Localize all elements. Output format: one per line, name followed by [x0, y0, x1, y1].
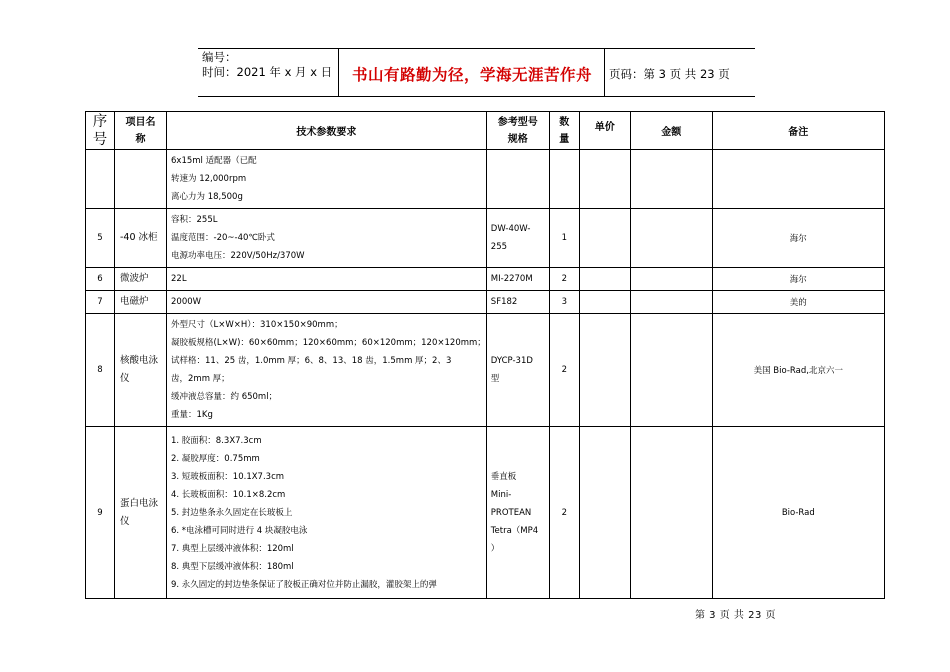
equipment-spec-table — [85, 111, 885, 599]
name-line: 电磁炉 — [120, 296, 149, 307]
header-divider — [604, 48, 605, 97]
spec-cell — [167, 268, 487, 291]
remark-cell: 海尔 — [712, 209, 884, 268]
header-seq: 序 号 — [86, 112, 115, 150]
header-top-rule — [198, 48, 755, 49]
name-line: 微波炉 — [120, 273, 149, 284]
table-row — [86, 314, 885, 427]
model-line: 255 — [490, 242, 508, 252]
seq-cell: 5 — [86, 209, 115, 268]
qty-cell: 2 — [549, 268, 579, 291]
spec-line: 4. 长玻板面积：10.1×8.2cm — [171, 489, 286, 500]
unit-price-cell — [579, 427, 630, 599]
document-number-label: 编号： — [202, 50, 237, 64]
amount-cell — [630, 209, 712, 268]
unit-price-cell — [579, 291, 630, 314]
model-line: 垂直板 — [490, 471, 517, 482]
spec-line: 6. *电泳槽可同时进行 4 块凝胶电泳 — [171, 525, 308, 536]
model-cell — [486, 314, 549, 427]
spec-line: 试样格：11、25 齿，1.0mm 厚；6、8、13、18 齿，1.5mm 厚；2、3 — [171, 356, 452, 366]
spec-cell — [167, 150, 487, 209]
model-line: Tetra（MP4 — [490, 525, 539, 536]
unit-price-cell — [579, 314, 630, 427]
unit-price-cell — [579, 209, 630, 268]
spec-line: 离心力为 18,500g — [171, 192, 243, 202]
name-line: 核酸电泳 — [120, 355, 159, 366]
spec-line: 22L — [171, 274, 187, 284]
seq-cell — [86, 150, 115, 209]
spec-line: 齿，2mm 厚； — [171, 374, 230, 384]
qty-cell: 3 — [549, 291, 579, 314]
model-cell — [486, 209, 549, 268]
table-row — [86, 291, 885, 314]
header-divider — [338, 48, 339, 97]
qty-cell — [549, 150, 579, 209]
header-model: 参考型号 规格 — [486, 112, 549, 150]
document-date-label: 时间：2021 年 x 月 x 日 — [202, 65, 333, 79]
model-line: SF182 — [490, 297, 518, 307]
spec-line: 凝胶板规格(L×W)：60×60mm；120×60mm；60×120mm；120×120mm； — [171, 338, 486, 348]
page-header — [198, 48, 755, 97]
remark-cell: 美国 Bio-Rad,北京六一 — [712, 314, 884, 427]
remark-cell: 美的 — [712, 291, 884, 314]
header-bottom-rule — [198, 96, 755, 97]
spec-line: 温度范围：-20~-40℃卧式 — [171, 233, 275, 243]
spec-line: 5. 封边垫条永久固定在长玻板上 — [171, 507, 293, 518]
item-name-cell — [115, 209, 167, 268]
amount-cell — [630, 314, 712, 427]
spec-line: 重量：1Kg — [171, 410, 213, 420]
model-cell — [486, 291, 549, 314]
spec-line: 8. 典型下层缓冲液体积：180ml — [171, 561, 294, 572]
table-row — [86, 209, 885, 268]
header-amount: 金额 — [630, 112, 712, 150]
spec-cell — [167, 291, 487, 314]
page-footer: 第 3 页 共 23 页 — [695, 610, 776, 621]
model-line: DYCP-31D — [490, 356, 533, 366]
qty-cell: 2 — [549, 314, 579, 427]
unit-price-cell — [579, 268, 630, 291]
remark-cell: Bio-Rad — [712, 427, 884, 599]
seq-cell: 8 — [86, 314, 115, 427]
item-name-cell — [115, 314, 167, 427]
amount-cell — [630, 150, 712, 209]
spec-line: 外型尺寸（L×W×H）：310×150×90mm； — [171, 320, 343, 330]
seq-cell: 6 — [86, 268, 115, 291]
item-name-cell — [115, 268, 167, 291]
model-cell — [486, 268, 549, 291]
spec-cell — [167, 209, 487, 268]
spec-line: 转速为 12,000rpm — [171, 174, 247, 184]
seq-cell: 9 — [86, 427, 115, 599]
name-line: 仪 — [120, 515, 130, 527]
name-line: 蛋白电泳 — [120, 497, 159, 509]
header-remark: 备注 — [712, 112, 884, 150]
remark-cell — [712, 150, 884, 209]
model-line: MI-2270M — [490, 274, 533, 284]
header-unit-price: 单价 — [579, 112, 630, 150]
unit-price-cell — [579, 150, 630, 209]
remark-cell: 海尔 — [712, 268, 884, 291]
model-cell — [486, 427, 549, 599]
spec-line: 6x15ml 适配器（已配 — [171, 156, 257, 166]
model-cell — [486, 150, 549, 209]
amount-cell — [630, 427, 712, 599]
spec-line: 3. 短玻板面积：10.1X7.3cm — [171, 471, 285, 482]
spec-line: 2. 凝胶厚度：0.75mm — [171, 453, 260, 464]
spec-line: 缓冲液总容量：约 650ml； — [171, 392, 278, 402]
qty-cell: 2 — [549, 427, 579, 599]
header-motto: 书山有路勤为径，学海无涯苦作舟 — [351, 66, 592, 84]
item-name-cell — [115, 427, 167, 599]
table-row — [86, 150, 885, 209]
spec-line: 电源功率电压：220V/50Hz/370W — [171, 251, 305, 261]
table-row — [86, 427, 885, 599]
qty-cell: 1 — [549, 209, 579, 268]
header-meta — [202, 50, 332, 80]
amount-cell — [630, 291, 712, 314]
spec-line: 9. 永久固定的封边垫条保证了胶板正确对位并防止漏胶，灌胶架上的弹 — [171, 579, 437, 590]
name-line: 仪 — [120, 373, 130, 384]
spec-line: 容积：255L — [171, 215, 218, 225]
amount-cell — [630, 268, 712, 291]
spec-line: 7. 典型上层缓冲液体积：120ml — [171, 543, 294, 554]
header-qty: 数 量 — [549, 112, 579, 150]
model-line: Mini- — [490, 489, 512, 500]
spec-cell — [167, 427, 487, 599]
model-line: DW-40W- — [490, 224, 531, 234]
seq-cell: 7 — [86, 291, 115, 314]
spec-line: 2000W — [171, 297, 202, 307]
header-page-number: 页码：第 3 页 共 23 页 — [609, 67, 730, 81]
name-line: -40 冰柜 — [120, 232, 158, 243]
model-line: PROTEAN — [490, 507, 532, 518]
header-spec: 技术参数要求 — [167, 112, 487, 150]
header-item-name: 项目名 称 — [115, 112, 167, 150]
item-name-cell — [115, 150, 167, 209]
model-line: ） — [490, 543, 500, 554]
spec-line: 1. 胶面积：8.3X7.3cm — [171, 435, 262, 446]
spec-cell — [167, 314, 487, 427]
model-line: 型 — [490, 374, 500, 384]
table-row — [86, 268, 885, 291]
table-header-row — [86, 112, 885, 150]
item-name-cell — [115, 291, 167, 314]
